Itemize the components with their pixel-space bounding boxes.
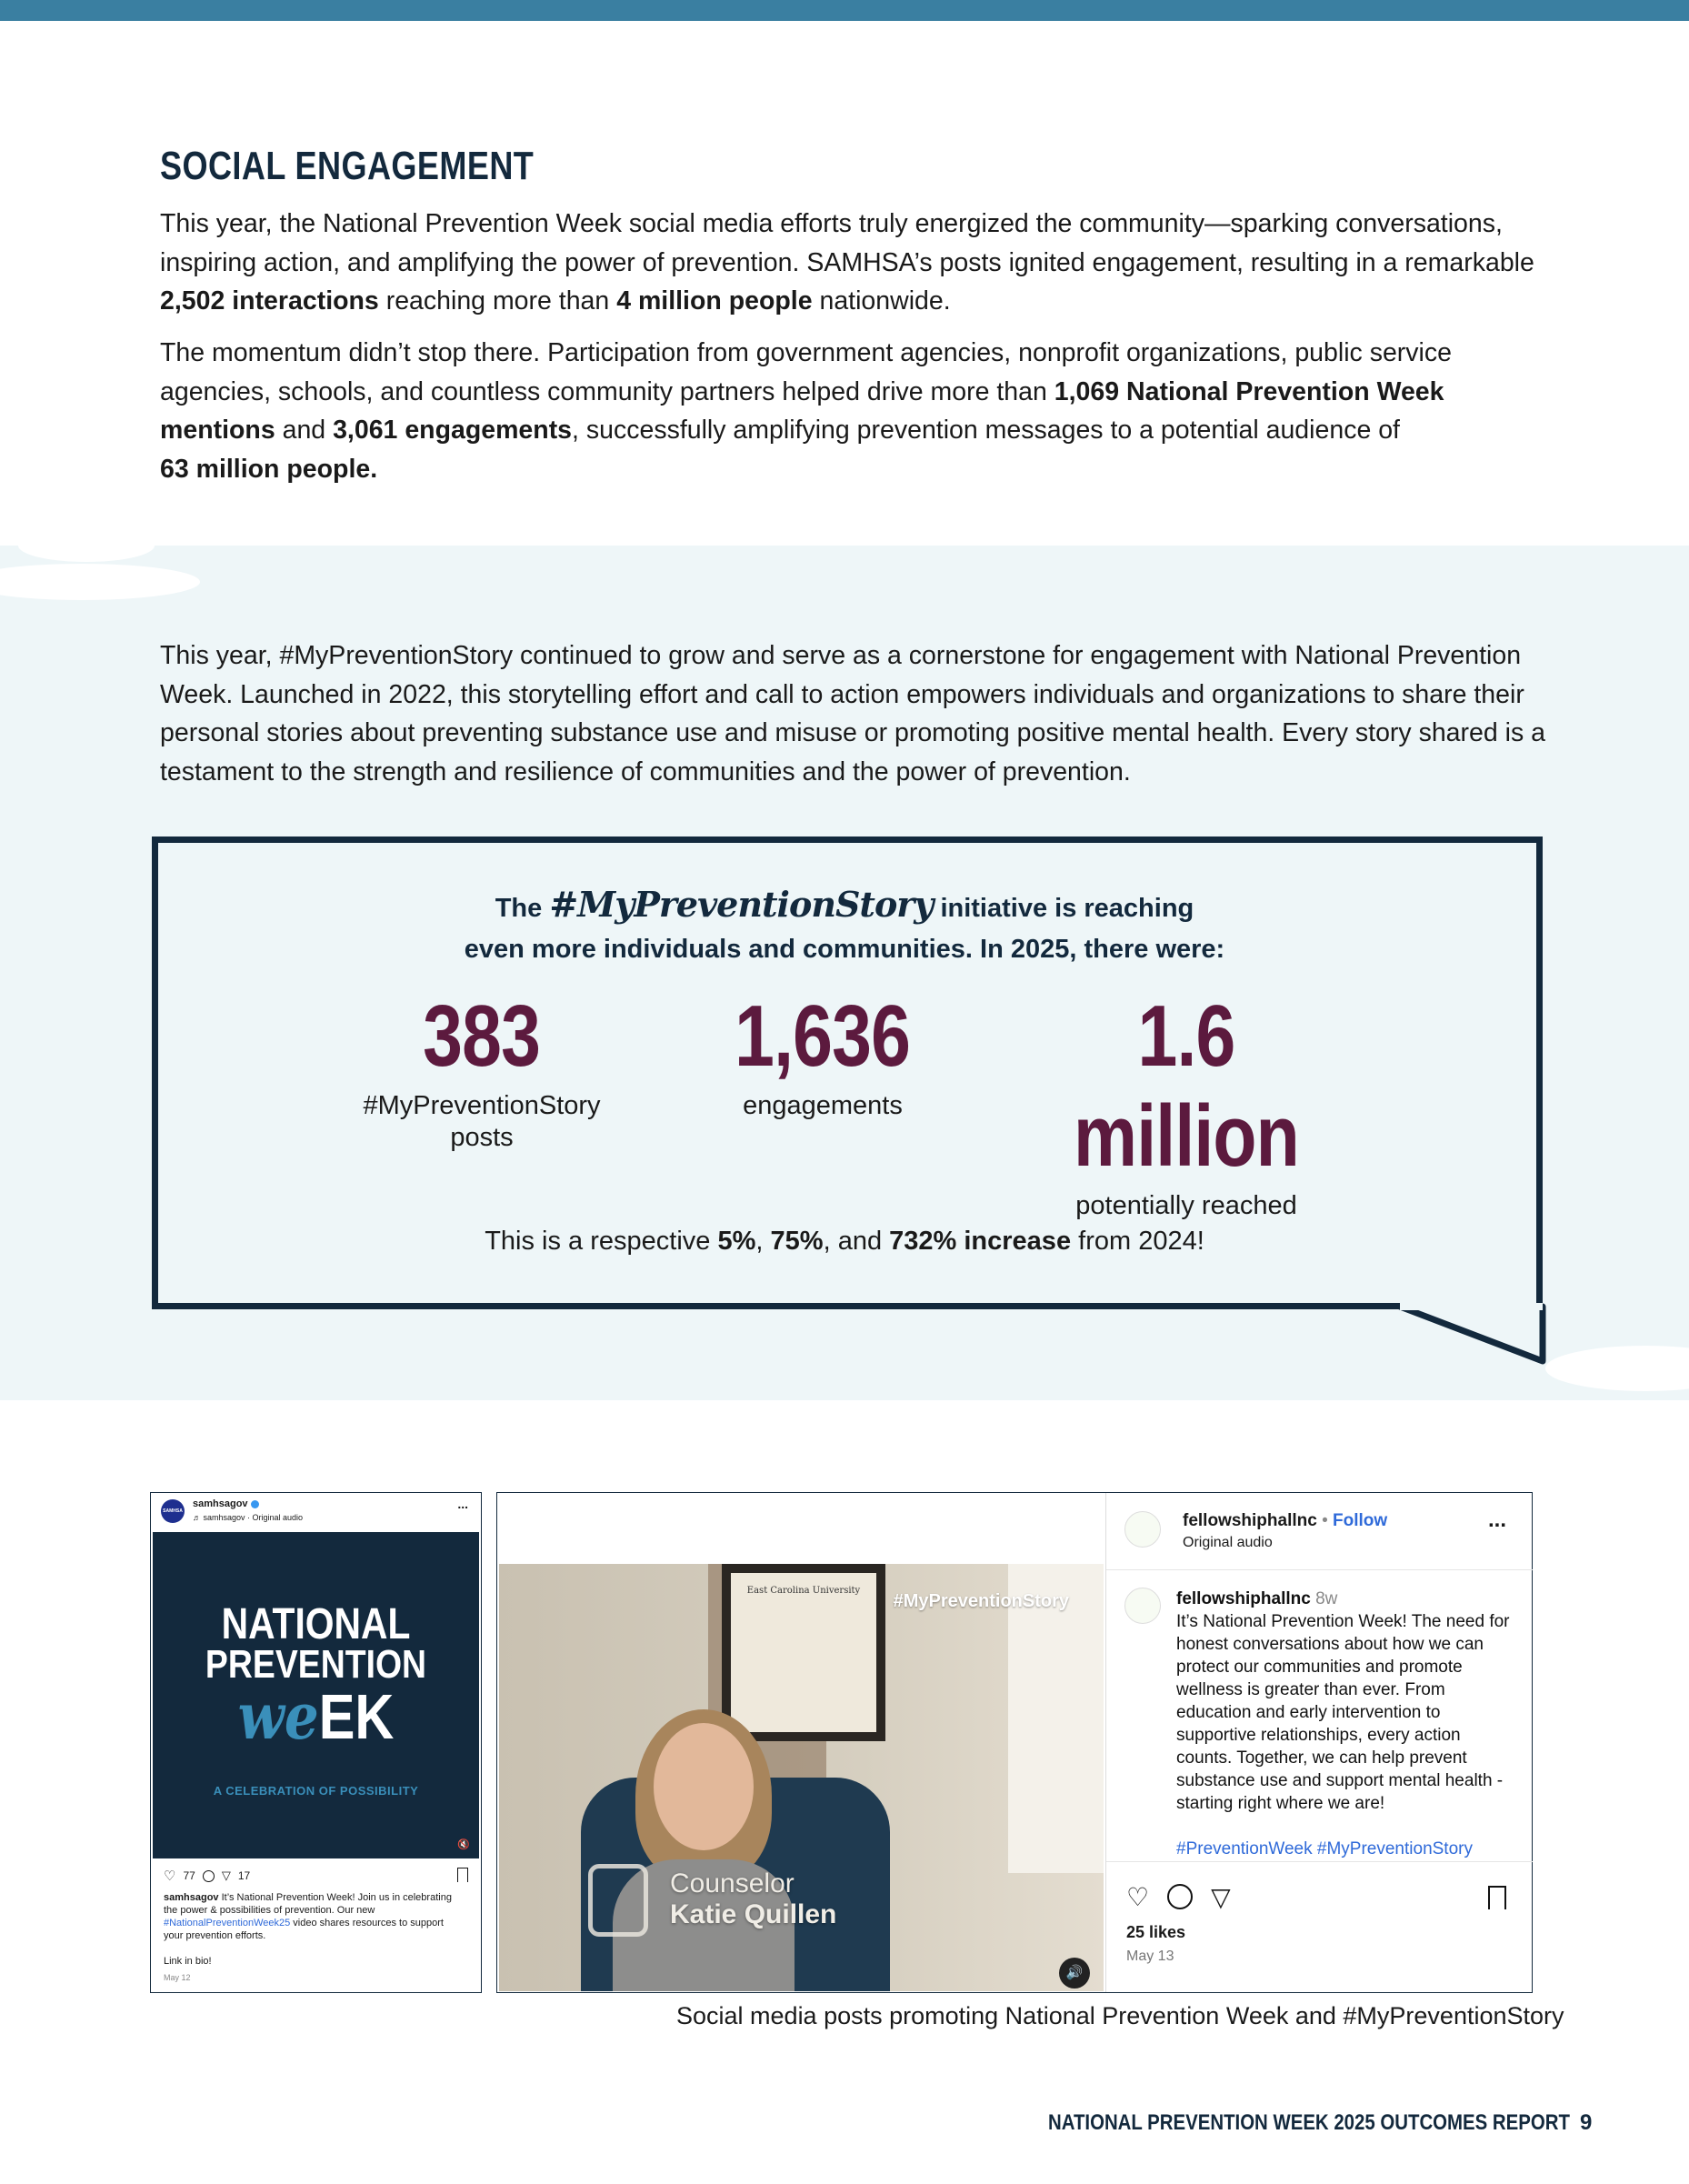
share-icon[interactable]: ▽ <box>221 1868 231 1882</box>
share-count: 17 <box>237 1869 251 1882</box>
heart-icon[interactable]: ♡ <box>164 1868 176 1884</box>
post-date: May 13 <box>1126 1949 1174 1964</box>
post-side-panel: fellowshiphallnc • Follow Original audio ... fellowshiphallnc 8w It’s National Prevention Week! The need for honest conversations about how we can protect our communities and promote wellness is greater than ever. From education and early intervention to supportive relationships, every action counts. Together, we can help prevent substance use and support mental health - starting right where we are! #PreventionWeek #MyPreventionStory ♡ ▽ 25 likes May 13 <box>1105 1493 1532 1992</box>
stat-posts <box>336 987 627 1154</box>
share-icon[interactable]: ▽ <box>1211 1883 1231 1911</box>
image-title: NATIONAL PREVENTION weEK <box>205 1600 427 1754</box>
callout-headline: The #MyPreventionStory initiative is reaching <box>495 884 1194 925</box>
account-name[interactable]: fellowshiphallnc <box>1183 1511 1317 1530</box>
bookmark-icon[interactable] <box>457 1868 468 1882</box>
mute-icon[interactable]: 🔇 <box>457 1839 470 1850</box>
section-title: SOCIAL ENGAGEMENT <box>160 144 535 188</box>
callout-subheadline: even more individuals and communities. In 2025, there were: <box>464 935 1225 964</box>
avatar[interactable] <box>1124 1588 1161 1624</box>
post-caption: samhsagov It’s National Prevention Week! Join us in celebrating the power & possibilities of prevention. Our new #NationalPreventionWeek25 video shares resources to support your prevention efforts. Link in bio! <box>164 1892 452 1967</box>
figure-caption: Social media posts promoting National Prevention Week and #MyPreventionStory <box>676 2002 1564 2029</box>
more-options-icon[interactable]: ... <box>457 1497 468 1511</box>
comment-icon[interactable] <box>1167 1884 1193 1909</box>
post-image[interactable] <box>153 1532 479 1858</box>
post-date: May 12 <box>164 1973 191 1982</box>
verified-icon <box>251 1500 259 1508</box>
audio-label[interactable]: Original audio <box>1183 1535 1273 1550</box>
stat-reach <box>982 987 1391 1222</box>
story-paragraph: This year, #MyPreventionStory continued to grow and serve as a cornerstone for engagement with National Prevention Week. Launched in 2022, this storytelling effort and call to action empowers individuals and organizations to share their personal stories about preventing substance use and misuse or promoting positive mental health. Every story shared is a testament to the strength and resilience of communities and the power of prevention. <box>160 641 1545 786</box>
increase-statement: This is a respective 5%, 75%, and 732% increase from 2024! <box>485 1227 1204 1256</box>
video-hashtag: #MyPreventionStory <box>893 1591 1069 1611</box>
comment-icon[interactable] <box>203 1870 215 1882</box>
footer-title: NATIONAL PREVENTION WEEK 2025 OUTCOMES REPORT <box>1048 2110 1570 2135</box>
video-lower-third: Counselor Katie Quillen <box>670 1868 837 1929</box>
stat-value: 1.6 million <box>1074 987 1299 1185</box>
like-count[interactable]: 25 likes <box>1126 1923 1186 1941</box>
avatar[interactable] <box>1124 1511 1161 1548</box>
stat-engagements <box>673 987 973 1122</box>
video-frame[interactable] <box>499 1564 1104 1991</box>
stat-label: #MyPreventionStory posts <box>363 1091 601 1152</box>
intro-paragraph-2: The momentum didn’t stop there. Participation from government agencies, nonprofit organizations, public service agencies, schools, and countless community partners helped drive more than 1,069 National Prevention Week mentions and 3,061 engagements, successfully amplifying prevention messages to a potential audience of 63 million people. <box>160 338 1452 484</box>
avatar[interactable]: SAMHSA <box>161 1499 185 1523</box>
follow-button[interactable]: Follow <box>1333 1511 1388 1530</box>
stat-value: 1,636 <box>735 987 911 1085</box>
stat-value: 383 <box>423 987 541 1085</box>
account-name[interactable]: samhsagov <box>193 1498 248 1509</box>
sound-icon[interactable]: 🔊 <box>1059 1958 1090 1989</box>
hashtag-links[interactable]: #PreventionWeek #MyPreventionStory <box>1176 1839 1473 1858</box>
stat-label: potentially reached <box>1075 1191 1297 1220</box>
bookmark-icon[interactable] <box>1488 1886 1506 1909</box>
like-count: 77 <box>183 1869 195 1882</box>
post-comment: fellowshiphallnc 8w It’s National Prevention Week! The need for honest conversations about how we can protect our communities and promote wellness is greater than ever. From education and early intervention to supportive relationships, every action counts. Together, we can help prevent substance use and support mental health - starting right where we are! #PreventionWeek #MyPreventionStory <box>1176 1589 1510 1858</box>
instagram-post-samhsa[interactable] <box>150 1492 482 1993</box>
hashtag-script: #MyPreventionStory <box>549 884 934 925</box>
top-accent-bar <box>0 0 1689 21</box>
image-tagline: A CELEBRATION OF POSSIBILITY <box>213 1784 419 1798</box>
page-number: 9 <box>1580 2110 1593 2135</box>
more-options-icon[interactable]: ... <box>1487 1508 1506 1532</box>
intro-paragraph-1: This year, the National Prevention Week social media efforts truly energized the community—sparking conversations, inspiring action, and amplifying the power of prevention. SAMHSA’s posts ignited engagement, resulting in a remarkable 2,502 interactions reaching more than 4 million people nationwide. <box>160 209 1534 316</box>
stat-label: engagements <box>743 1091 903 1120</box>
heart-icon[interactable]: ♡ <box>1126 1883 1150 1911</box>
tree-logo-icon <box>588 1864 648 1937</box>
diploma: East Carolina University <box>722 1564 885 1741</box>
audio-label[interactable]: ♬ samhsagov · Original audio <box>193 1513 304 1522</box>
instagram-post-fellowship[interactable] <box>496 1492 1533 1993</box>
